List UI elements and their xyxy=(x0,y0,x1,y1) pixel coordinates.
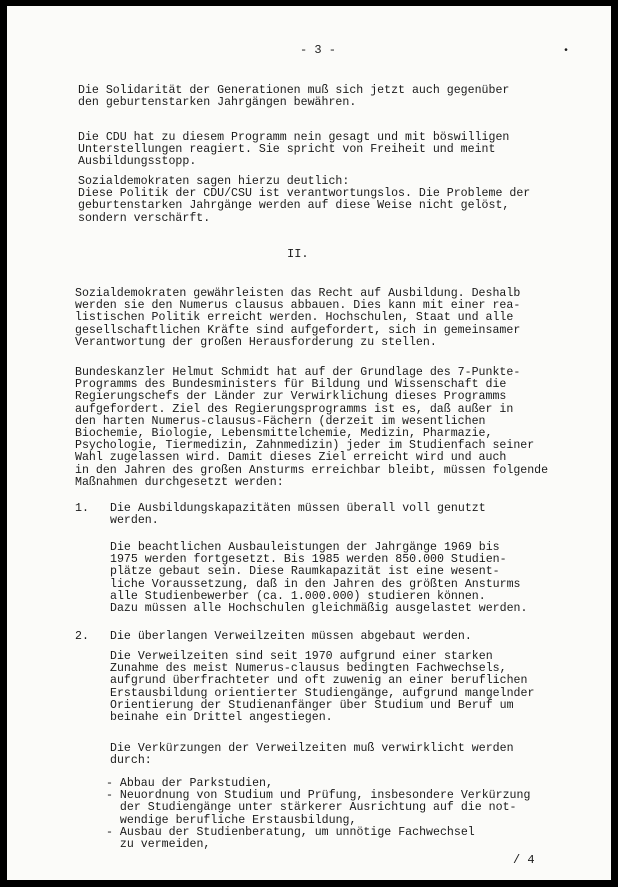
item-body-2: Die Verweilzeiten sind seit 1970 aufgrund einer starken Zunahme des meist Numerus-clausus bedingten Fachwechsels, aufgrund überfrachteter und oft zuwenig an einer beruflichen Erstausbildung orientierter Studiengänge, aufgrund mangelnder Orientierung der Studienanfänger über Studium und Beruf um beinahe ein Drittel angestiegen. xyxy=(110,650,535,725)
item-number-1: 1. xyxy=(75,502,89,515)
page-continuation: / 4 xyxy=(513,853,535,867)
item-body-1: Die beachtlichen Ausbauleistungen der Jahrgänge 1969 bis 1975 werden fortgesetzt. Bis 1985 werden 850.000 Studien- plätze gebaut sein. Diese Raumkapazität ist eine wesent- liche Voraussetzung, daß in den Jahren des größten Ansturms alle Studienbewerber (ca. 1.000.000) studieren können. Dazu müssen alle Hochschulen gleichmäßig ausgelastet werden. xyxy=(110,541,528,616)
page-number: - 3 - xyxy=(300,43,337,57)
bullet-list: - Abbau der Parkstudien, - Neuordnung von Studium und Prüfung, insbesondere Verkürzung der Studiengänge unter stärkerer Ausrichtung auf die not- wendige berufliche Erstausbildung, - Ausbau der Studienberatung, um unnötige Fachwechsel zu vermeiden, xyxy=(106,777,531,852)
paragraph-solidaritaet: Die Solidarität der Generationen muß sich jetzt auch gegenüber den geburtenstarken Jahrgängen bewähren. xyxy=(78,84,510,110)
paragraph-cdu: Die CDU hat zu diesem Programm nein gesagt und mit böswilligen Unterstellungen reagiert. Sie spricht von Freiheit und meint Ausbildungsstopp. xyxy=(78,131,510,169)
margin-mark: • xyxy=(563,46,570,57)
section-heading: II. xyxy=(287,247,309,261)
item-number-2: 2. xyxy=(75,630,89,643)
item-body-2b: Die Verkürzungen der Verweilzeiten muß verwirklicht werden durch: xyxy=(110,742,514,768)
paragraph-recht-auf-ausbildung: Sozialdemokraten gewährleisten das Recht auf Ausbildung. Deshalb werden sie den Numerus clausus abbauen. Dies kann mit einer rea- listischen Politik erreicht werden. Hochschulen, Staat und alle gesellschaftlichen Kräfte sind aufgefordert, sich in gemeinsamer Verantwortung der großen Herausforderung zu stellen. xyxy=(75,287,521,349)
document-page xyxy=(7,6,611,880)
item-heading-2: Die überlangen Verweilzeiten müssen abgebaut werden. xyxy=(110,630,472,643)
item-heading-1: Die Ausbildungskapazitäten müssen überall voll genutzt werden. xyxy=(110,502,486,528)
paragraph-bundeskanzler: Bundeskanzler Helmut Schmidt hat auf der Grundlage des 7-Punkte- Programms des Bundesministers für Bildung und Wissenschaft die Regierungschefs der Länder zur Verwirklichung dieses Programms aufgefordert. Ziel des Regierungsprogramms ist es, daß außer in den harten Numerus-clausus-Fächern (derzeit im wesentlichen Biochemie, Biologie, Lebensmittelchemie, Medizin, Pharmazie, Psychologie, Tiermedizin, Zahnmedizin) jeder im Studienfach seiner Wahl zugelassen wird. Damit dieses Ziel erreicht wird und auch in den Jahren des großen Ansturms erreichbar bleibt, müssen folgende Maßnahmen durchgesetzt werden: xyxy=(75,366,549,489)
paragraph-sozialdemokraten: Sozialdemokraten sagen hierzu deutlich: Diese Politik der CDU/CSU ist verantwortungslos. Die Probleme der geburtenstarken Jahrgänge werden auf diese Weise nicht gelöst, sondern verschärft. xyxy=(78,175,531,225)
